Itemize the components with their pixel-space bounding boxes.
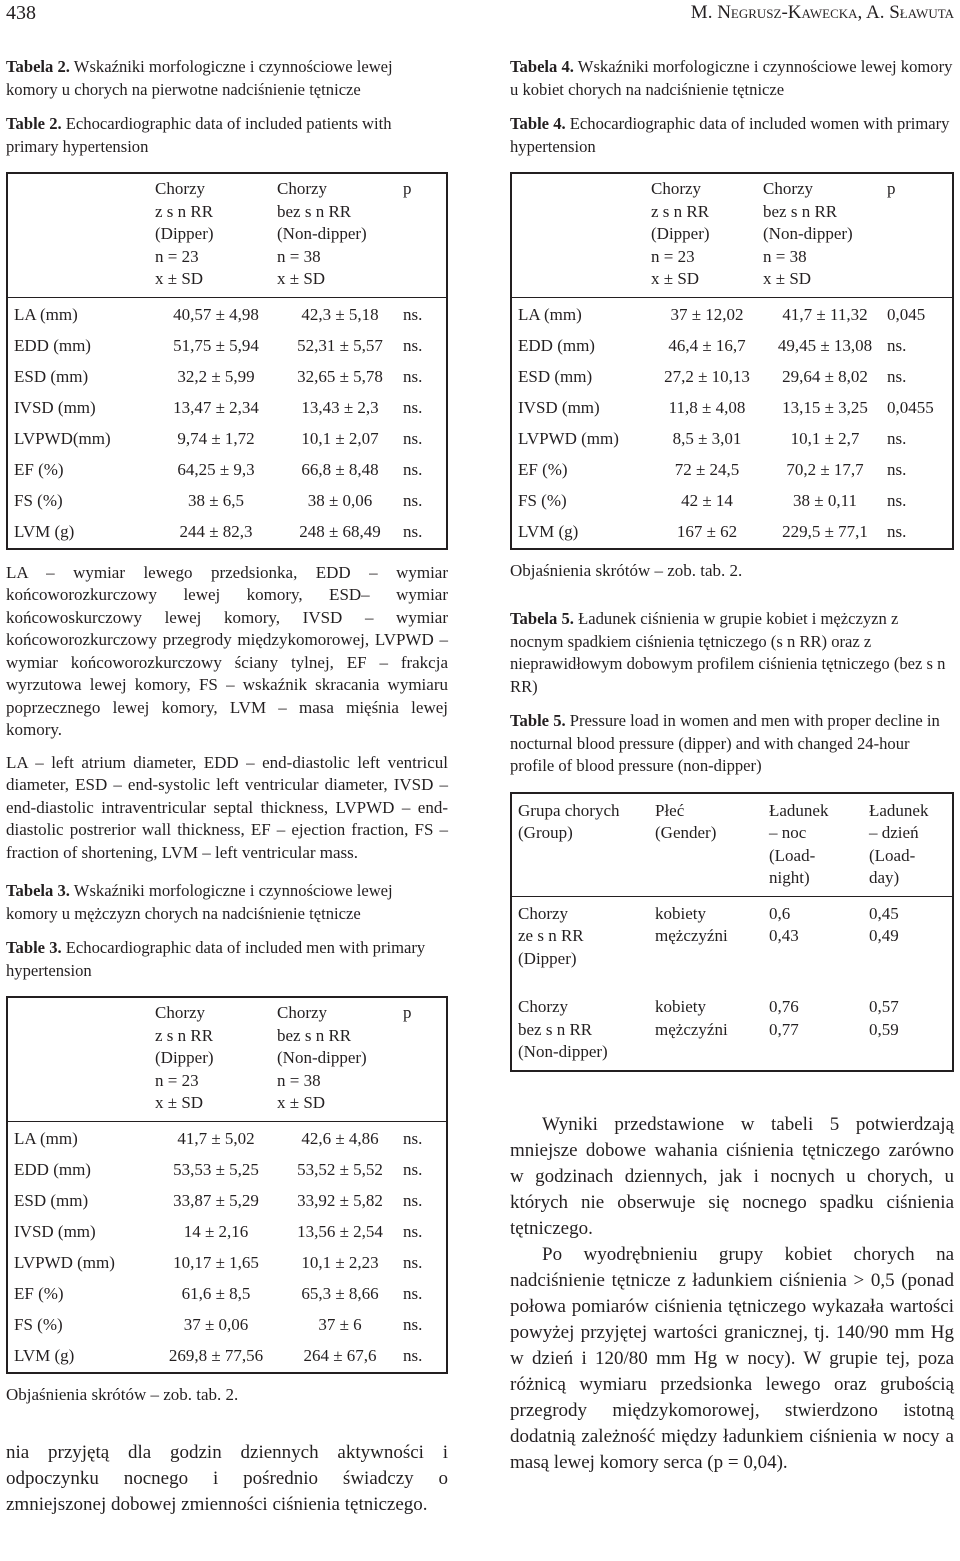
cell-dipper: 40,57 ± 4,98 [173, 305, 259, 324]
page-number: 438 [6, 2, 36, 24]
header-dipper: Chorzy z s n RR (Dipper) n = 23 x ± SD [155, 173, 277, 297]
table2-caption-en: Table 2. Echocardiographic data of included patients with primary hypertension [6, 114, 392, 156]
table-row [7, 517, 447, 549]
cell-non-dipper: 70,2 ± 17,7 [786, 460, 864, 479]
table4-caption-en: Table 4. Echocardiographic data of included women with primary hypertension [510, 114, 950, 156]
cell-p: ns. [887, 336, 907, 355]
cell-dipper: 53,53 ± 5,25 [173, 1160, 259, 1179]
header-p: p [887, 173, 953, 297]
table-header-row [7, 173, 447, 297]
cell-p: ns. [403, 1191, 423, 1210]
page-header [6, 0, 954, 26]
row-label: LVM (g) [518, 522, 579, 541]
cell-non-dipper: 38 ± 0,11 [793, 491, 857, 510]
row-label: LVM (g) [14, 1346, 75, 1365]
cell-dipper: 51,75 ± 5,94 [173, 336, 259, 355]
abbreviations-note [6, 562, 448, 865]
cell-dipper: 244 ± 82,3 [179, 522, 253, 541]
row-label: ESD (mm) [518, 367, 593, 386]
row-label: FS (%) [518, 491, 567, 510]
row-label: ESD (mm) [14, 367, 89, 386]
cell-dipper: 14 ± 2,16 [183, 1222, 249, 1241]
cell-non-dipper: 264 ± 67,6 [303, 1346, 377, 1365]
row-label: LVPWD(mm) [14, 429, 111, 448]
table5-caption-pl: Tabela 5. Ładunek ciśnienia w grupie kobiet i mężczyzn z nocnym spadkiem ciśnienia tętniczego (s n RR) oraz z nieprawidłowym dobowym profilem ciśnienia tętniczego (bez s n RR) [510, 609, 946, 696]
cell-non-dipper: 29,64 ± 8,02 [782, 367, 868, 386]
cell-load-night: 0,76 0,77 [769, 997, 799, 1039]
table3-note: Objaśnienia skrótów – zob. tab. 2. [6, 1384, 239, 1404]
table-row [7, 1248, 447, 1279]
header-load-day: Ładunek – dzień (Load- day) [863, 793, 953, 897]
row-label: IVSD (mm) [14, 398, 96, 417]
cell-non-dipper: 42,3 ± 5,18 [301, 305, 379, 324]
cell-p: 0,045 [887, 305, 926, 324]
cell-non-dipper: 38 ± 0,06 [307, 491, 373, 510]
table-row [511, 297, 953, 331]
cell-p: ns. [403, 1346, 423, 1365]
cell-p: 0,0455 [887, 398, 934, 417]
table-row [511, 455, 953, 486]
table-row [7, 1155, 447, 1186]
cell-dipper: 64,25 ± 9,3 [177, 460, 255, 479]
abbreviations-pl: LA – wymiar lewego przedsionka, EDD – wymiar końcoworozkurczowy lewej komory, ESD– wymiar końcowoskurczowy lewej komory, IVSD – wymiar końcoworozkurczowy przegrody międzykomorowej, LVPWD – wymiar końcoworozkurczowy ściany tylnej, EF – frakcja wyrzutowa lewej komory, FS – wskaźnik skracania wymiaru poprzecznego lewej komory, LVM – masa mięśnia lewej komory. [6, 562, 448, 739]
table-row [7, 1121, 447, 1155]
cell-dipper: 41,7 ± 5,02 [177, 1129, 255, 1148]
row-label: EF (%) [14, 460, 64, 479]
table-header-row [7, 997, 447, 1121]
cell-p: ns. [403, 491, 423, 510]
row-label: LA (mm) [14, 1129, 78, 1148]
cell-dipper: 13,47 ± 2,34 [173, 398, 259, 417]
cell-p: ns. [403, 1284, 423, 1303]
table-row [7, 1186, 447, 1217]
table-row [7, 362, 447, 393]
table5-caption-en: Table 5. Pressure load in women and men with proper decline in nocturnal blood pressure (dipper) and with changed 24-hour profile of blood pressure (non-dipper) [510, 711, 940, 775]
table3-caption-en: Table 3. Echocardiographic data of included men with primary hypertension [6, 938, 426, 980]
header-p: p [403, 173, 447, 297]
cell-group: Chorzy ze s n RR (Dipper) [518, 903, 584, 968]
row-label: LA (mm) [14, 305, 78, 324]
cell-non-dipper: 66,8 ± 8,48 [301, 460, 379, 479]
cell-non-dipper: 13,43 ± 2,3 [301, 398, 379, 417]
table-row [7, 393, 447, 424]
cell-p: ns. [887, 491, 907, 510]
table-row [7, 486, 447, 517]
table-row [511, 486, 953, 517]
cell-p: ns. [887, 460, 907, 479]
cell-gender: kobiety mężczyźni [655, 903, 728, 945]
table-row [511, 424, 953, 455]
cell-dipper: 33,87 ± 5,29 [173, 1191, 259, 1210]
abbreviations-en: LA – left atrium diameter, EDD – end-diastolic left ventricul diameter, ESD – end-systolic left ventricular diameter, IVSD – end-diastolic intraventricular septal thickness, LVPWD – end-diastolic postrerior wall thickness, EF – ejection fraction, FS – fraction of shortening, LVM – left ventricular mass. [6, 752, 448, 862]
table-row [7, 331, 447, 362]
cell-p: ns. [403, 305, 423, 324]
row-label: EDD (mm) [518, 336, 595, 355]
header-load-night: Ładunek – noc (Load- night) [763, 793, 863, 897]
cell-non-dipper: 10,1 ± 2,07 [301, 429, 379, 448]
cell-dipper: 46,4 ± 16,7 [668, 336, 746, 355]
cell-p: ns. [403, 398, 423, 417]
paragraph: Po wyodrębnieniu grupy kobiet chorych na nadciśnienie tętnicze z ładunkiem ciśnienia > 0,5 (ponad połowa pomiarów ciśnienia tętniczego wykazała wartości powyżej przyjętej wartości granicznej, tj. 140/90 mm Hg w dzień i 120/80 mm Hg w nocy). W grupie tej, poza różnicą wymiaru przedsionka lewego oraz grubością przegrody międzykomorowej, stwierdzono istotną dodatnią zależność między ładunkiem ciśnienia w nocy a masą lewej komory serca (p = 0,04). [510, 1243, 954, 1473]
header-p: p [403, 997, 447, 1121]
cell-gender: kobiety mężczyźni [655, 997, 728, 1039]
table3-caption-pl: Tabela 3. Wskaźniki morfologiczne i czynnościowe lewej komory u mężczyzn chorych na nadciśnienie tętnicze [6, 881, 393, 923]
cell-p: ns. [403, 1129, 423, 1148]
left-body-text: nia przyjętą dla godzin dziennych aktywności i odpoczynku nocnego i pośrednio świadczy o zmniejszonej dobowej zmienności ciśnienia tętniczego. [6, 1442, 448, 1515]
table-header-row [511, 173, 953, 297]
cell-non-dipper: 248 ± 68,49 [299, 522, 381, 541]
left-column [6, 56, 448, 1518]
table-header-row [511, 793, 953, 897]
row-label: LA (mm) [518, 305, 582, 324]
table-row [7, 424, 447, 455]
cell-p: ns. [403, 1160, 423, 1179]
table-row [511, 517, 953, 549]
table-row [511, 896, 953, 990]
table5 [510, 792, 954, 1072]
row-label: EDD (mm) [14, 336, 91, 355]
header-non-dipper: Chorzy bez s n RR (Non-dipper) n = 38 x ± SD [277, 173, 403, 297]
cell-group: Chorzy bez s n RR (Non-dipper) [518, 997, 608, 1061]
header-dipper: Chorzy z s n RR (Dipper) n = 23 x ± SD [155, 997, 277, 1121]
cell-dipper: 37 ± 12,02 [670, 305, 744, 324]
cell-dipper: 37 ± 0,06 [183, 1315, 249, 1334]
row-label: LVPWD (mm) [518, 429, 619, 448]
cell-dipper: 72 ± 24,5 [674, 460, 740, 479]
table-row [7, 1279, 447, 1310]
cell-p: ns. [403, 1222, 423, 1241]
cell-non-dipper: 65,3 ± 8,66 [301, 1284, 379, 1303]
row-label: FS (%) [14, 1315, 63, 1334]
row-label: LVM (g) [14, 522, 75, 541]
cell-p: ns. [403, 1315, 423, 1334]
cell-load-day: 0,45 0,49 [869, 903, 899, 945]
cell-non-dipper: 13,56 ± 2,54 [297, 1222, 383, 1241]
table4 [510, 172, 954, 550]
table-row [7, 1341, 447, 1373]
header-gender: Płeć (Gender) [649, 793, 763, 897]
row-label: LVPWD (mm) [14, 1253, 115, 1272]
cell-dipper: 167 ± 62 [676, 522, 738, 541]
cell-load-night: 0,6 0,43 [769, 903, 799, 945]
cell-non-dipper: 13,15 ± 3,25 [782, 398, 868, 417]
cell-p: ns. [403, 460, 423, 479]
cell-dipper: 32,2 ± 5,99 [177, 367, 255, 386]
cell-dipper: 42 ± 14 [681, 491, 733, 510]
header-non-dipper: Chorzy bez s n RR (Non-dipper) n = 38 x ± SD [277, 997, 403, 1121]
cell-dipper: 9,74 ± 1,72 [177, 429, 255, 448]
cell-non-dipper: 53,52 ± 5,52 [297, 1160, 383, 1179]
row-label: EF (%) [518, 460, 568, 479]
cell-non-dipper: 10,1 ± 2,23 [301, 1253, 379, 1272]
cell-non-dipper: 42,6 ± 4,86 [301, 1129, 379, 1148]
cell-dipper: 8,5 ± 3,01 [672, 429, 742, 448]
row-label: IVSD (mm) [14, 1222, 96, 1241]
cell-dipper: 11,8 ± 4,08 [668, 398, 746, 417]
table-row [7, 297, 447, 331]
cell-non-dipper: 33,92 ± 5,82 [297, 1191, 383, 1210]
cell-non-dipper: 52,31 ± 5,57 [297, 336, 383, 355]
table-row [7, 1310, 447, 1341]
header-dipper: Chorzy z s n RR (Dipper) n = 23 x ± SD [651, 173, 763, 297]
right-body-text [510, 1112, 954, 1476]
row-label: IVSD (mm) [518, 398, 600, 417]
table-row [511, 393, 953, 424]
table-row [511, 362, 953, 393]
cell-p: ns. [887, 367, 907, 386]
header-group: Grupa chorych (Group) [511, 793, 649, 897]
cell-dipper: 61,6 ± 8,5 [181, 1284, 251, 1303]
table-row [511, 331, 953, 362]
cell-load-day: 0,57 0,59 [869, 997, 899, 1039]
cell-non-dipper: 49,45 ± 13,08 [777, 336, 873, 355]
row-label: EDD (mm) [14, 1160, 91, 1179]
cell-non-dipper: 10,1 ± 2,7 [790, 429, 860, 448]
table-row [7, 455, 447, 486]
cell-dipper: 269,8 ± 77,56 [168, 1346, 264, 1365]
table4-note: Objaśnienia skrótów – zob. tab. 2. [510, 560, 743, 580]
table3 [6, 996, 448, 1374]
cell-non-dipper: 229,5 ± 77,1 [782, 522, 868, 541]
cell-non-dipper: 37 ± 6 [318, 1315, 362, 1334]
cell-p: ns. [403, 1253, 423, 1272]
row-label: EF (%) [14, 1284, 64, 1303]
table-row [511, 990, 953, 1071]
cell-p: ns. [887, 429, 907, 448]
paragraph: Wyniki przedstawione w tabeli 5 potwierdzają mniejsze dobowe wahania ciśnienia tętniczego zarówno w godzinach dziennych, jak i nocnych u chorych, u których nie obserwuje się nocnego spadku ciśnienia tętniczego. [510, 1113, 954, 1239]
row-label: FS (%) [14, 491, 63, 510]
cell-p: ns. [403, 522, 423, 541]
cell-p: ns. [403, 367, 423, 386]
table4-caption-pl: Tabela 4. Wskaźniki morfologiczne i czynnościowe lewej komory u kobiet chorych na nadciśnienie tętnicze [510, 57, 953, 99]
table-row [7, 1217, 447, 1248]
row-label: ESD (mm) [14, 1191, 89, 1210]
cell-dipper: 38 ± 6,5 [187, 491, 245, 510]
table2-caption-pl: Tabela 2. Wskaźniki morfologiczne i czynnościowe lewej komory u chorych na pierwotne nadciśnienie tętnicze [6, 57, 393, 99]
right-column [510, 56, 954, 1476]
cell-dipper: 27,2 ± 10,13 [664, 367, 750, 386]
cell-p: ns. [887, 522, 907, 541]
running-authors: M. Negrusz-Kawecka, A. Sławuta [690, 2, 954, 23]
table2 [6, 172, 448, 550]
cell-non-dipper: 41,7 ± 11,32 [782, 305, 868, 324]
cell-p: ns. [403, 429, 423, 448]
cell-non-dipper: 32,65 ± 5,78 [297, 367, 383, 386]
cell-dipper: 10,17 ± 1,65 [173, 1253, 259, 1272]
cell-p: ns. [403, 336, 423, 355]
header-non-dipper: Chorzy bez s n RR (Non-dipper) n = 38 x ± SD [763, 173, 887, 297]
